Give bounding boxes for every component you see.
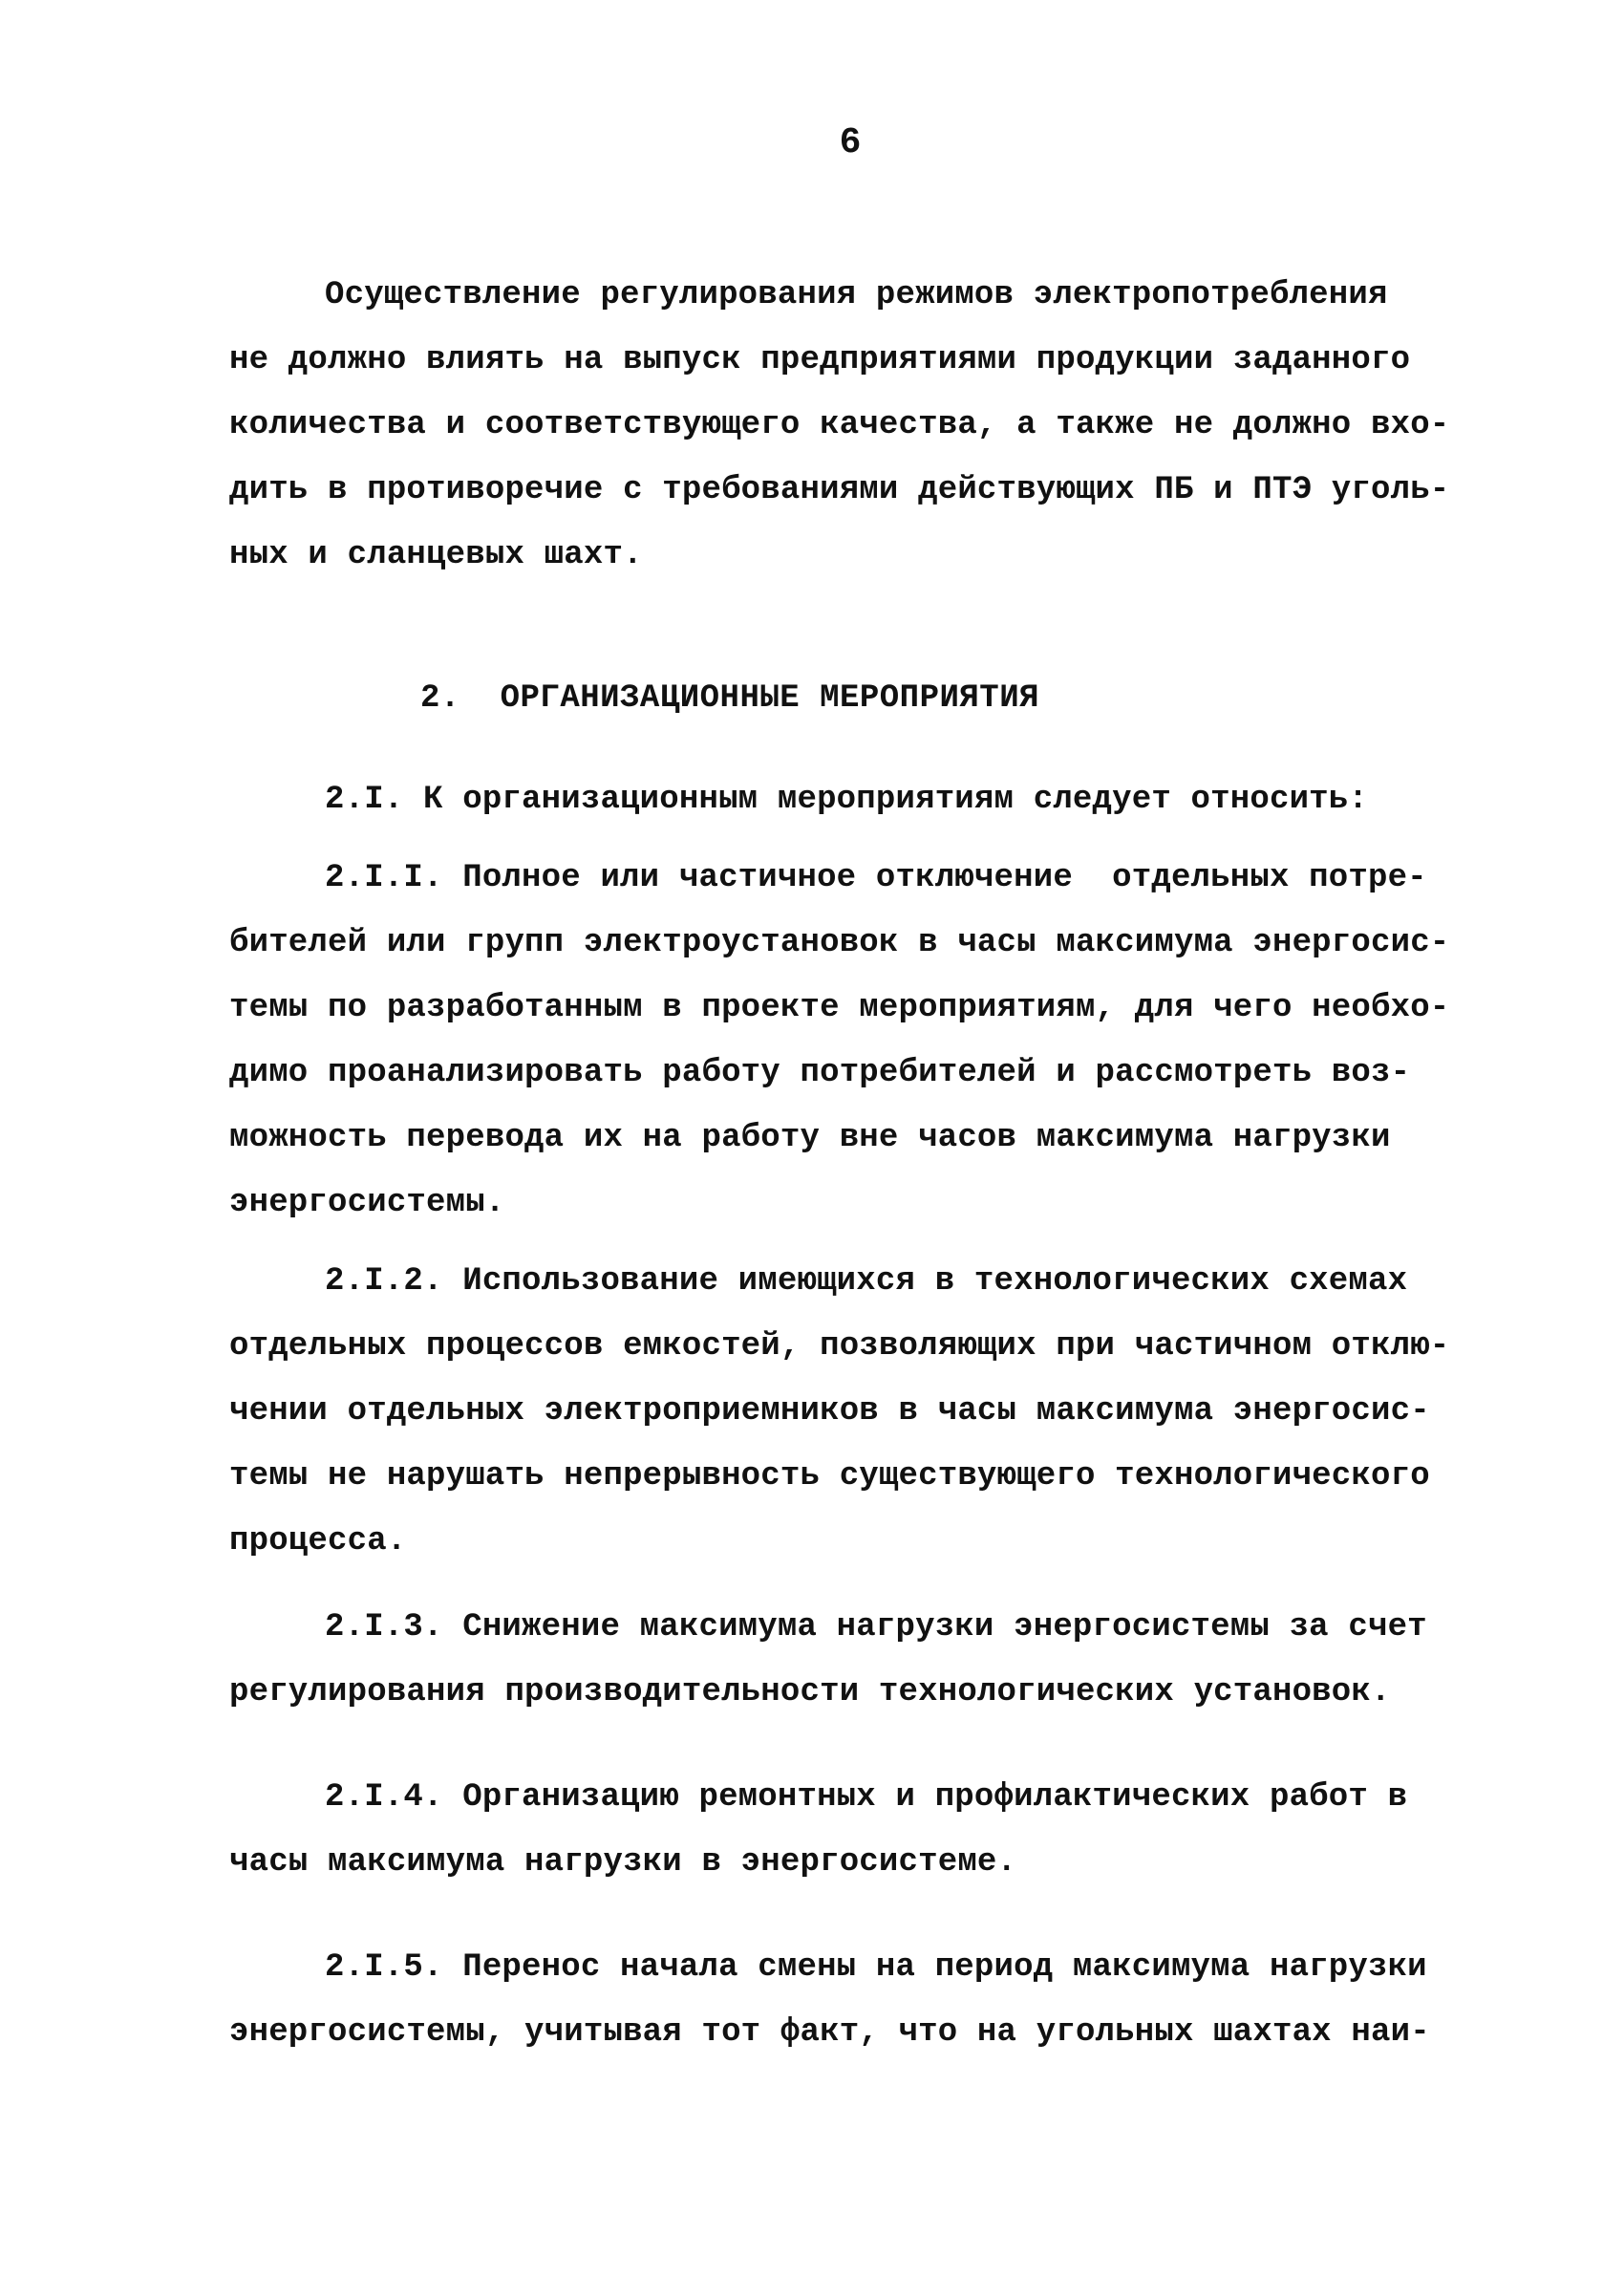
text-line: процесса.	[229, 1523, 407, 1559]
text-line: 2.I.I. Полное или частичное отключение отдельных потре-	[325, 860, 1427, 896]
text-line: дить в противоречие с требованиями действующих ПБ и ПТЭ уголь-	[229, 472, 1450, 508]
text-line: 2.I.3. Снижение максимума нагрузки энергосистемы за счет	[325, 1609, 1427, 1645]
text-line: димо проанализировать работу потребителей и рассмотреть воз-	[229, 1055, 1411, 1091]
text-line: количества и соответствующего качества, а также не должно вхо-	[229, 407, 1450, 443]
text-line: энергосистемы, учитывая тот факт, что на угольных шахтах наи-	[229, 2014, 1430, 2051]
paragraph-2-1: 2.I. К организационным мероприятиям следует относить:	[325, 782, 1368, 818]
text-line: 2.I.4. Организацию ремонтных и профилактических работ в	[325, 1779, 1408, 1816]
text-line: 2.I.2. Использование имеющихся в технологических схемах	[325, 1263, 1408, 1300]
text-line: можность перевода их на работу вне часов максимума нагрузки	[229, 1120, 1391, 1156]
text-line: чении отдельных электроприемников в часы максимума энергосис-	[229, 1393, 1430, 1430]
text-line: Осуществление регулирования режимов электропотребления	[325, 277, 1388, 313]
text-line: энергосистемы.	[229, 1185, 505, 1221]
page-number: 6	[839, 122, 862, 163]
text-line: темы не нарушать непрерывность существующего технологического	[229, 1458, 1430, 1495]
text-line: 2.I.5. Перенос начала смены на период максимума нагрузки	[325, 1949, 1427, 1986]
text-line: бителей или групп электроустановок в часы максимума энергосис-	[229, 925, 1450, 961]
section-heading: 2. ОРГАНИЗАЦИОННЫЕ МЕРОПРИЯТИЯ	[420, 680, 1040, 717]
text-line: ных и сланцевых шахт.	[229, 537, 643, 573]
text-line: регулирования производительности технологических установок.	[229, 1674, 1391, 1710]
text-line: отдельных процессов емкостей, позволяющих при частичном отклю-	[229, 1328, 1450, 1365]
text-line: темы по разработанным в проекте мероприятиям, для чего необхо-	[229, 990, 1450, 1026]
text-line: часы максимума нагрузки в энергосистеме.	[229, 1844, 1017, 1881]
text-line: не должно влиять на выпуск предприятиями продукции заданного	[229, 342, 1411, 378]
